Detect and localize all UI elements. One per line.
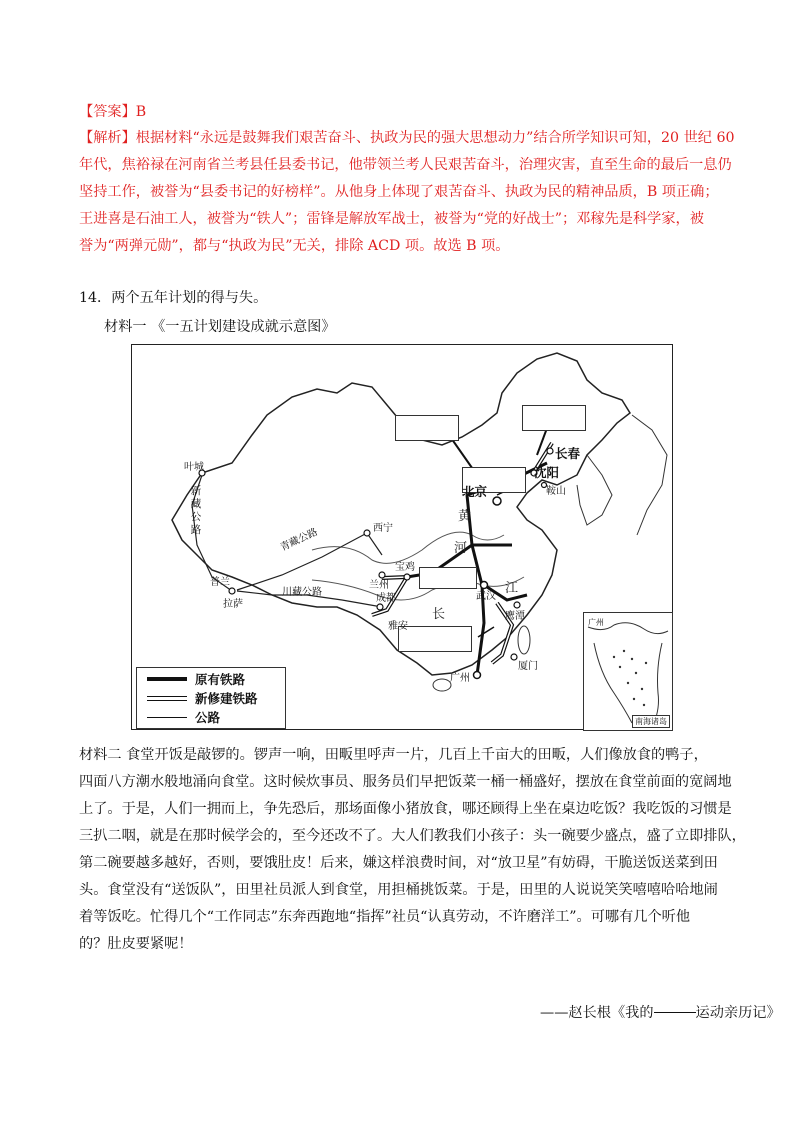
analysis-line: 王进喜是石油工人，被誉为“铁人”；雷锋是解放军战士，被誉为“党的好战士”；邓稼先是科学家，被 [79,211,704,227]
analysis-line: 年代，焦裕禄在河南省兰考县任县委书记，他带领兰考人民艰苦奋斗，治理灾害，直至生命的最后一息仍 [79,157,732,173]
material2-line: 材料二 食堂开饭是敲锣的。锣声一响，田畈里呼声一片，几百上千亩大的田畈，人们像放食的鸭子， [79,747,708,763]
answer-line [79,99,146,126]
legend-label: 原有铁路 [195,672,246,687]
material1-caption: 材料一 《一五计划建设成就示意图》 [104,319,336,335]
place-pulan: 普兰 [210,577,230,588]
analysis-tag: 【解析】 [79,130,136,146]
map-answer-box[interactable] [398,626,472,652]
material2-line: 三扒二咽，就是在那时候学会的，至今还改不了。大人们教我们小孩子：头一碗要少盛点，盛了立即排队， [79,828,746,844]
city-changchun: 长春 [555,446,581,461]
highway [237,533,382,590]
city-baoji: 宝鸡 [395,562,415,573]
analysis-line: 【解析】根据材料“永远是鼓舞我们艰苦奋斗、执政为民的强大思想动力”结合所学知识可知，20 世纪 60 [79,130,735,146]
city-anshan: 鞍山 [546,486,566,497]
city-yecheng: 叶城 [184,462,204,473]
city-chengdu: 成都 [376,593,396,604]
question-title: 14．两个五年计划的得与失。 [79,290,268,306]
legend-row [147,689,258,707]
city-lanzhou: 兰州 [369,580,389,591]
city-lasa: 拉萨 [223,599,243,610]
analysis-line: 坚持工作，被誉为“县委书记的好榜样”。从他身上体现了艰苦奋斗、执政为民的精神品质，B 项正确； [79,184,719,200]
material2-block [79,742,746,958]
legend-label: 公路 [195,710,221,725]
river-chang: 长 [432,607,446,622]
material2-source [540,1000,781,1027]
analysis-block [79,125,735,260]
map-legend [136,667,286,729]
legend-row [147,670,245,688]
city-beijing: 北京 [462,484,488,499]
material2-line: 着等饭吃。忙得几个“工作同志”东奔西跑地“指挥”社员“认真劳动，不许磨洋工”。可哪有几个听他 [79,909,691,925]
river-huang: 黄 [458,509,472,524]
source-suffix: 运动亲历记》 [695,1005,781,1021]
inset-caption: 南海诸岛 [632,715,670,728]
material2-line: 上了。于是，人们一拥而上，争先恐后，那场面像小猪放食，哪还顾得上坐在桌边吃饭？我吃饭的习惯是 [79,801,732,817]
inset-title: 广州 [588,618,604,627]
city-wuhan: 武汉 [476,591,496,602]
road-xinzang: 新 藏 公 路 [190,485,202,536]
legend-swatch-new [147,696,187,701]
legend-row [147,708,220,726]
answer-value: B [135,104,147,120]
city-xiamen: 厦门 [518,661,538,672]
map-answer-box[interactable] [522,405,586,431]
material2-line: 四面八方潮水般地涌向食堂。这时候炊事员、服务员们早把饭菜一桶一桶盛好，摆放在食堂前面的宽阔地 [79,774,732,790]
road-chuanzang: 川藏公路 [282,587,322,598]
city-xining: 西宁 [373,523,393,534]
source-blank[interactable] [654,1012,696,1013]
inset-drawing [584,613,672,730]
legend-swatch-existing [147,677,187,681]
material2-line: 的？肚皮要紧呢！ [79,936,193,952]
river-he: 河 [454,541,468,556]
map-answer-box[interactable] [419,567,477,589]
city-yingtan: 鹰潭 [505,611,525,622]
city-guangzhou: 广州 [450,673,470,684]
material2-line: 第二碗要越多越好，否则，要饿肚皮！后来，嫌这样浪费时间，对“放卫星”有妨碍，干脆送饭送菜到田 [79,855,718,871]
road-qingzang: 青藏公路 [278,526,320,554]
analysis-line: 誉为“两弹元勋”，都与“执政为民”无关，排除 ACD 项。故选 B 项。 [79,238,510,254]
city-shenyang: 沈阳 [534,465,560,480]
source-prefix: ——赵长根《我的 [540,1005,654,1021]
city-yaan: 雅安 [388,621,408,632]
river-jiang: 江 [505,581,519,596]
legend-label: 新修建铁路 [195,691,258,706]
legend-swatch-road [147,717,187,718]
map-answer-box[interactable] [395,415,459,441]
answer-tag: 【答案】 [79,104,136,120]
material2-line: 头。食堂没有“送饭队”，田里社员派人到食堂，用担桶挑饭菜。于是，田里的人说说笑笑嘻嘻哈哈地闹 [79,882,718,898]
construction-map [131,344,673,730]
south-china-sea-inset [583,612,673,731]
